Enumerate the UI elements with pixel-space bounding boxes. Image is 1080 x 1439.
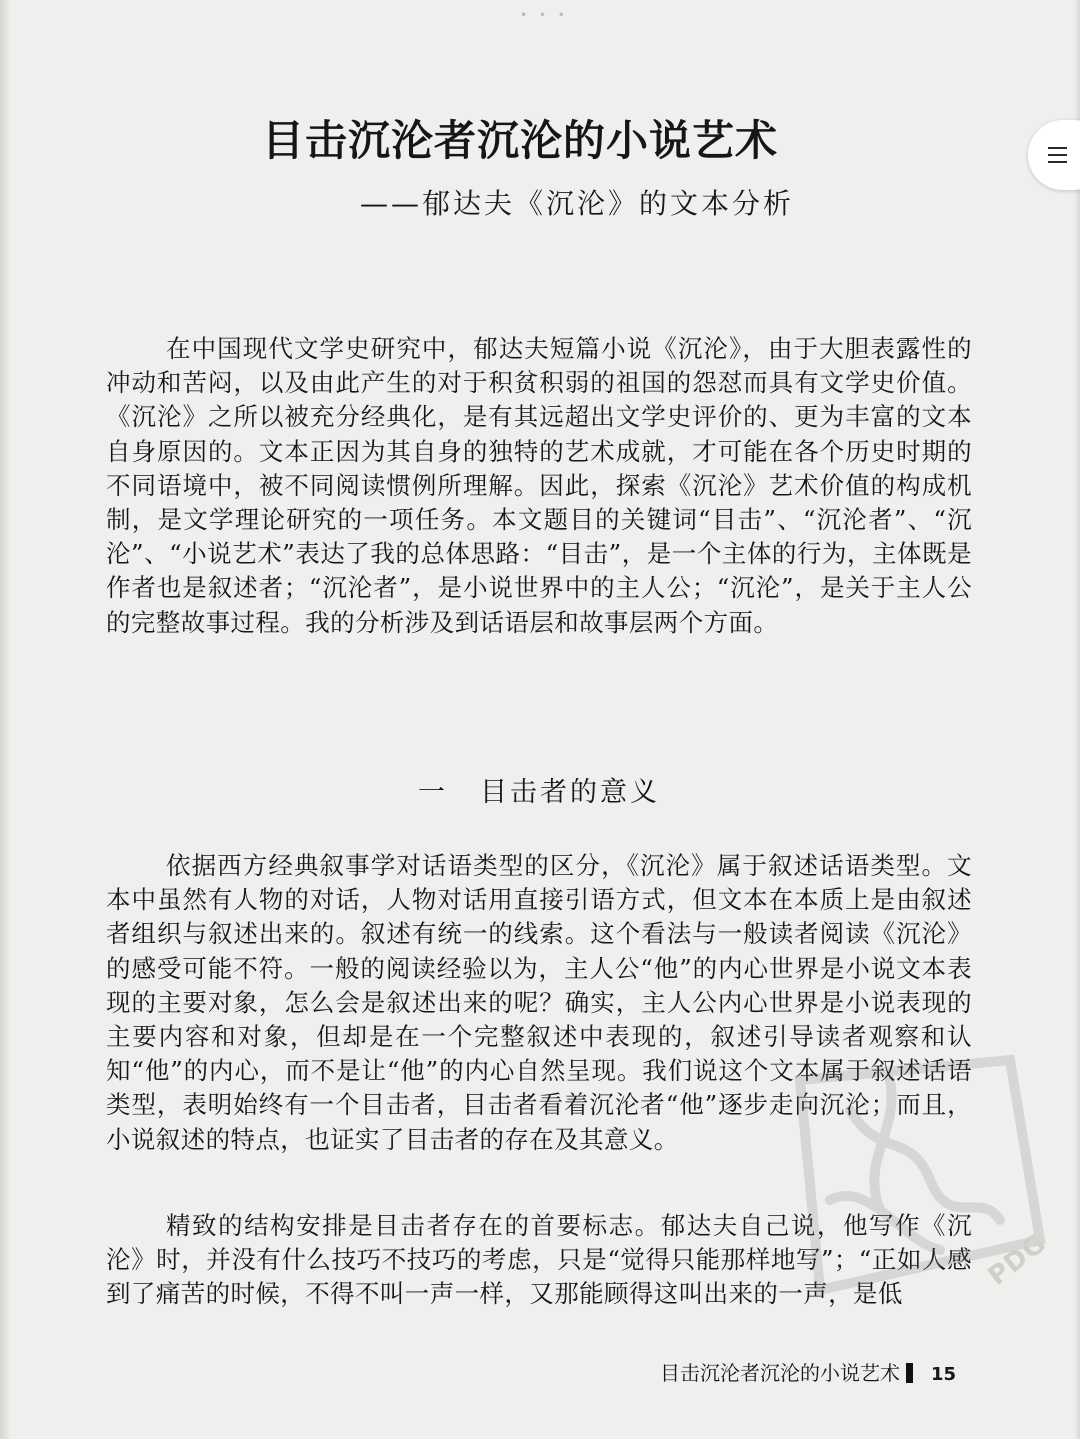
page-title: 目击沉沦者沉沦的小说艺术: [261, 116, 778, 165]
body-paragraph: 依据西方经典叙事学对话语类型的区分，《沉沦》属于叙述话语类型。文本中虽然有人物的对话，人物对话用直接引语方式，但文本在本质上是由叙述者组织与叙述出来的。叙述有统一的线索。这个看法与一般读者阅读《沉沦》的感受可能不符。一般的阅读经验以为，主人公“他”的内心世界是小说文本表现的主要对象，怎么会是叙述出来的呢？确实，主人公内心世界是小说表现的主要内容和对象，但却是在一个完整叙述中表现的，叙述引导读者观察和认知“他”的内心，而不是让“他”的内心自然呈现。我们说这个文本属于叙述话语类型，表明始终有一个目击者，目击者看着沉沦者“他”逐步走向沉沦；而且，小说叙述的特点，也证实了目击者的存在及其意义。: [106, 851, 972, 1154]
running-title: 目击沉沦者沉沦的小说艺术: [660, 1361, 900, 1385]
intro-paragraph: 在中国现代文学史研究中，郁达夫短篇小说《沉沦》，由于大胆表露性的冲动和苦闷，以及由此产生的对于积贫积弱的祖国的怨怼而具有文学史价值。《沉沦》之所以被充分经典化，是有其远超出文学史评价的、更为丰富的文本自身原因的。文本正因为其自身的独特的艺术成就，才可能在各个历史时期的不同语境中，被不同阅读惯例所理解。因此，探索《沉沦》艺术价值的构成机制，是文学理论研究的一项任务。本文题目的关键词“目击”、“沉沦者”、“沉沦”、“小说艺术”表达了我的总体思路：“目击”，是一个主体的行为，主体既是作者也是叙述者；“沉沦者”，是小说世界中的主人公；“沉沦”，是关于主人公的完整故事过程。我的分析涉及到话语层和故事层两个方面。: [106, 334, 972, 637]
page-number: 15: [931, 1364, 957, 1385]
section-title: 目击者的意义: [480, 777, 660, 808]
section-heading: [418, 770, 660, 809]
top-decoration: • • •: [520, 8, 569, 22]
page-edge-right: [1074, 0, 1080, 1439]
hamburger-menu-icon: [1048, 147, 1067, 163]
page-footer: [660, 1357, 956, 1386]
page-subtitle: ——郁达夫《沉沦》的文本分析: [360, 187, 795, 220]
body-paragraph: 精致的结构安排是目击者存在的首要标志。郁达夫自己说，他写作《沉沦》时，并没有什么技巧不技巧的考虑，只是“觉得只能那样地写”；“正如人感到了痛苦的时候，不得不叫一声一样，又那能顾得这叫出来的一声，是低: [106, 1211, 972, 1309]
page-edge-left: [0, 0, 10, 1439]
section-number: 一: [418, 777, 448, 808]
watermark-text: PDG: [982, 1228, 1053, 1292]
footer-divider: [906, 1363, 913, 1383]
